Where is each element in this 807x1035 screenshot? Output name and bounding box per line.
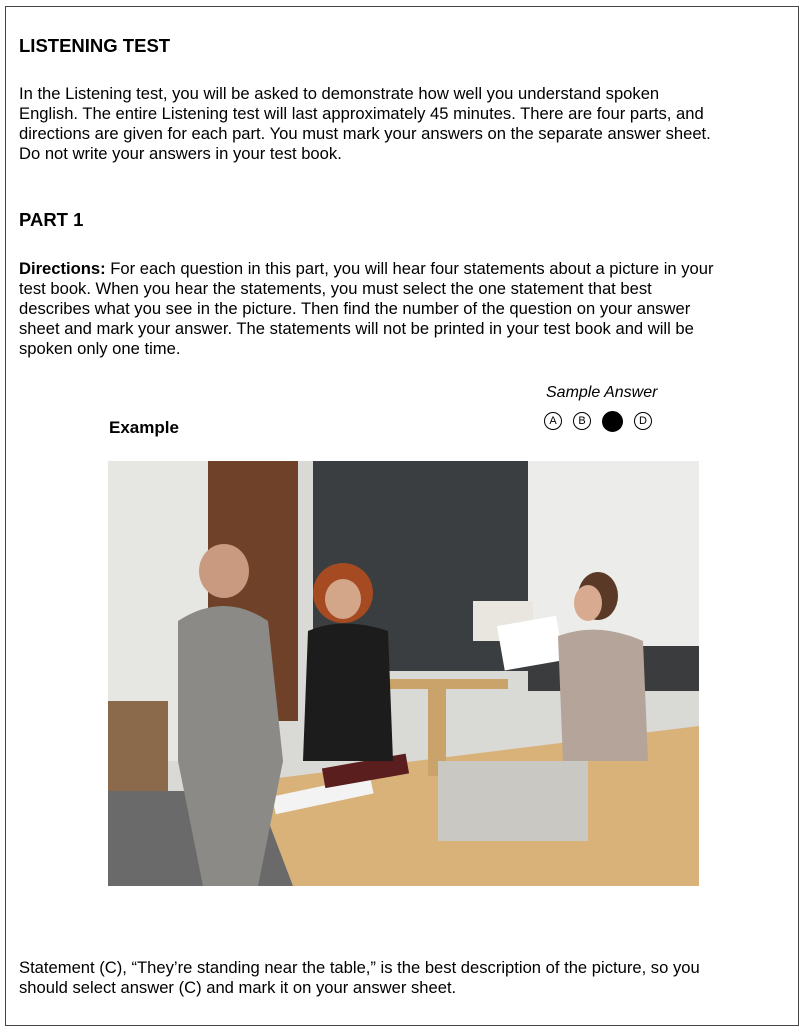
explanation-line: should select answer (C) and mark it on your answer sheet. [19, 978, 457, 997]
bubble-d: D [634, 412, 652, 430]
directions-line: test book. When you hear the statements, you must select the one statement that best [19, 279, 652, 298]
directions-line: sheet and mark your answer. The statements will not be printed in your test book and will be [19, 319, 694, 338]
directions-line: describes what you see in the picture. Then find the number of the question on your answer [19, 299, 691, 318]
part-title: PART 1 [19, 209, 84, 230]
bubble-a: A [544, 412, 562, 430]
directions-label: Directions: [19, 259, 106, 278]
intro-line: Do not write your answers in your test book. [19, 144, 342, 163]
bubble-b: B [573, 412, 591, 430]
explanation-line: Statement (C), “They’re standing near the table,” is the best description of the picture, so you [19, 958, 700, 977]
bubble-c-filled [602, 411, 623, 432]
explanation-paragraph [19, 958, 700, 998]
example-photo [108, 461, 699, 886]
answer-bubbles [544, 412, 652, 432]
intro-paragraph [19, 84, 711, 164]
intro-line: English. The entire Listening test will last approximately 45 minutes. There are four parts, and [19, 104, 704, 123]
intro-line: In the Listening test, you will be asked to demonstrate how well you understand spoken [19, 84, 660, 103]
directions-line: spoken only one time. [19, 339, 181, 358]
page-title: LISTENING TEST [19, 35, 171, 56]
intro-line: directions are given for each part. You must mark your answers on the separate answer sheet. [19, 124, 711, 143]
directions-line: For each question in this part, you will hear four statements about a picture in your [105, 259, 714, 278]
example-label: Example [109, 418, 179, 437]
directions-paragraph [19, 259, 714, 359]
sample-answer-label: Sample Answer [546, 384, 658, 401]
